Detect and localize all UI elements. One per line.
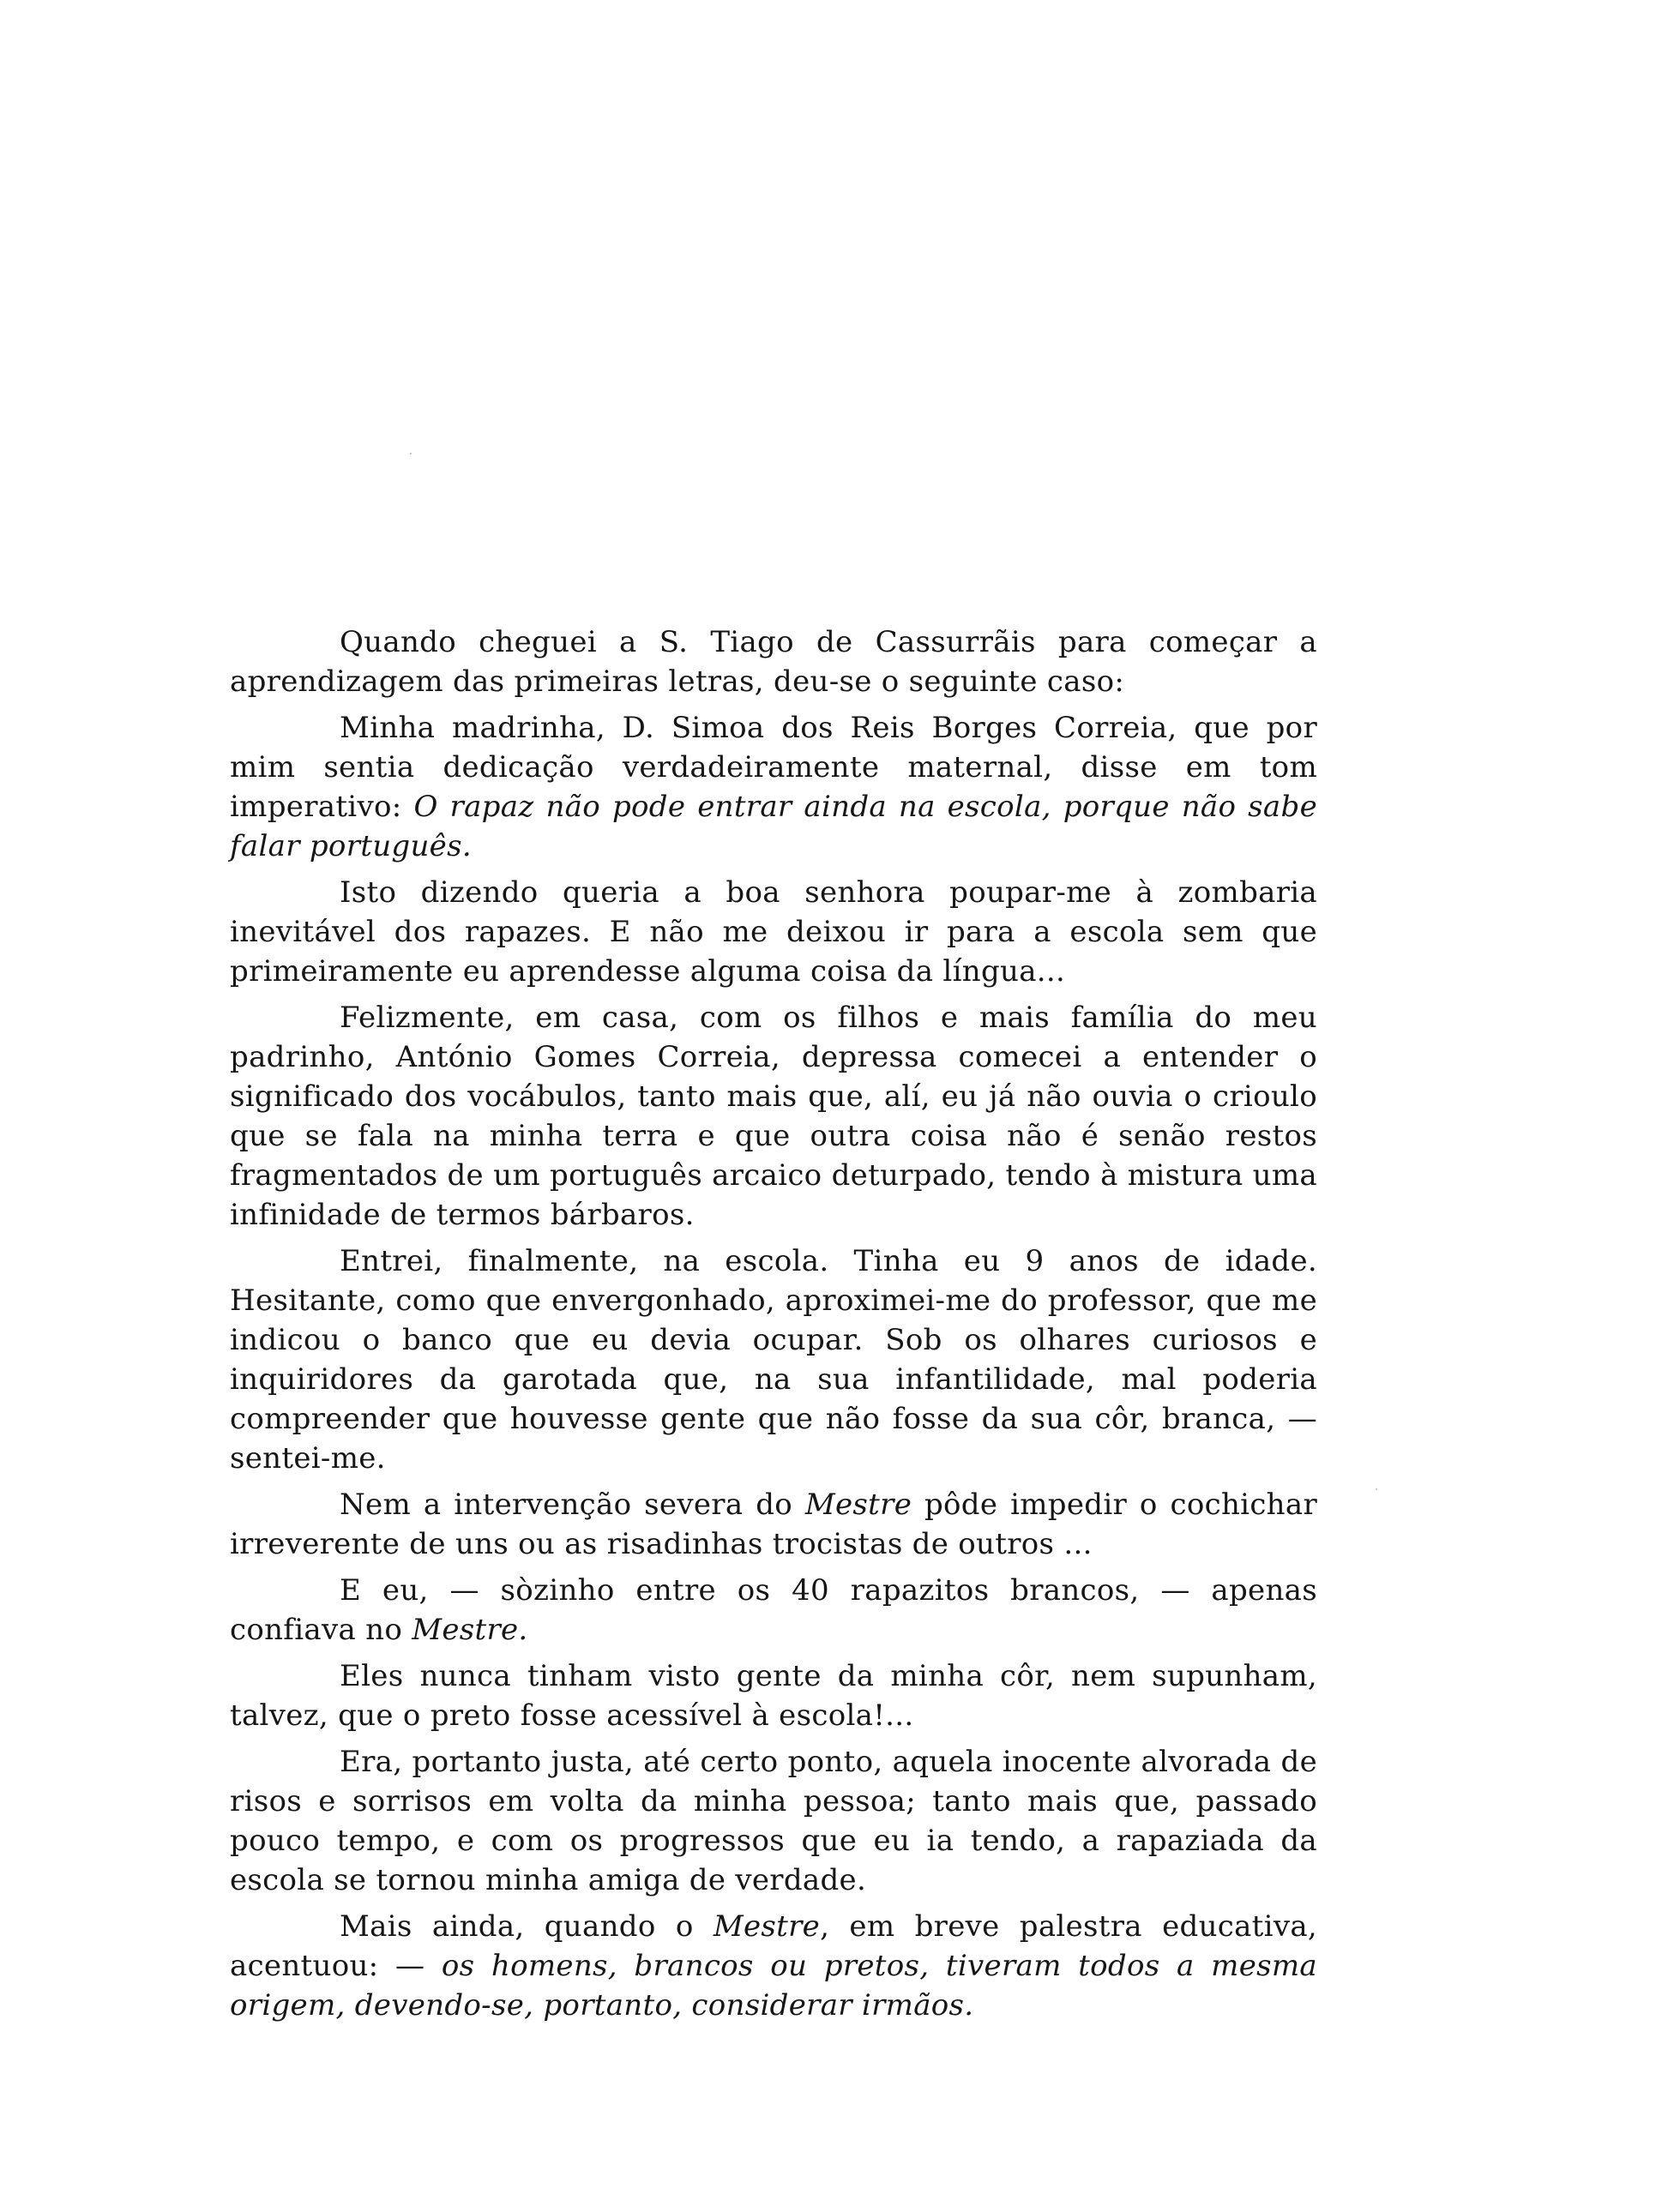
italic-text: Mestre (713, 1909, 821, 1944)
text-run: Nem a intervenção severa do (340, 1488, 805, 1522)
text-run: , em breve palestra educativa, acentuou: — (230, 1909, 1318, 1983)
scan-speck (410, 453, 412, 454)
italic-text: O rapaz não pode entrar ainda na escola, porque não sabe falar português. (230, 790, 1317, 863)
text-run: pôde impedir o cochichar irreverente de uns ou as risadinhas trocistas de outros ... (230, 1488, 1317, 1561)
italic-text: Mestre. (412, 1613, 528, 1647)
italic-text: os homens, brancos ou pretos, tiveram todos a mesma origem, devendo-se, portanto, considerar irmãos. (230, 1949, 1318, 2023)
paragraph (230, 1485, 1317, 1564)
paragraph (230, 998, 1317, 1235)
paragraph (230, 708, 1317, 866)
paragraph (230, 873, 1317, 991)
paragraph (230, 1742, 1317, 1900)
text-run: Isto dizendo queria a boa senhora poupar-me à zombaria inevitável dos rapazes. E não me deixou ir para a escola sem que primeiramente eu aprendesse alguma coisa da língua... (230, 875, 1317, 989)
text-run: Minha madrinha, D. Simoa dos Reis Borges Correia, que por mim sentia dedicação verdadeiramente maternal, disse em tom imperativo: (230, 711, 1317, 824)
text-run: Quando cheguei a S. Tiago de Cassurrãis para começar a aprendizagem das primeiras letras, deu-se o seguinte caso: (230, 625, 1317, 699)
text-run: Eles nunca tinham visto gente da minha côr, nem supunham, talvez, que o preto fosse acessível à escola!... (230, 1659, 1317, 1733)
italic-text: Mestre (804, 1488, 912, 1522)
scan-speck (1376, 1488, 1377, 1490)
paragraph (230, 1571, 1317, 1650)
text-run: E eu, — sòzinho entre os 40 rapazitos brancos, — apenas confiava no (230, 1573, 1317, 1647)
text-run: Era, portanto justa, até certo ponto, aquela inocente alvorada de risos e sorrisos em volta da minha pessoa; tanto mais que, passado pouco tempo, e com os progressos que eu ia tendo, a rapaziada da escola se tornou minha amiga de verdade. (230, 1745, 1317, 1897)
paragraph (230, 1656, 1317, 1735)
text-run: Mais ainda, quando o (340, 1909, 714, 1944)
text-run: Entrei, finalmente, na escola. Tinha eu 9 anos de idade. Hesitante, como que envergonhado, aproximei-me do professor, que me indicou o banco que eu devia ocupar. Sob os olhares curiosos e inquiridores da garotada que, na sua infantilidade, mal poderia compreender que houvesse gente que não fosse da sua côr, branca, — sentei-me. (230, 1244, 1317, 1476)
text-run: Felizmente, em casa, com os filhos e mais família do meu padrinho, António Gomes Correia, depressa comecei a entender o significado dos vocábulos, tanto mais que, alí, eu já não ouvia o crioulo que se fala na minha terra e que outra coisa não é senão restos fragmentados de um português arcaico deturpado, tendo à mistura uma infinidade de termos bárbaros. (230, 1001, 1317, 1232)
paragraph (230, 622, 1317, 701)
body-text (230, 622, 1317, 2032)
paragraph (230, 1241, 1317, 1478)
paragraph (230, 1907, 1317, 2025)
